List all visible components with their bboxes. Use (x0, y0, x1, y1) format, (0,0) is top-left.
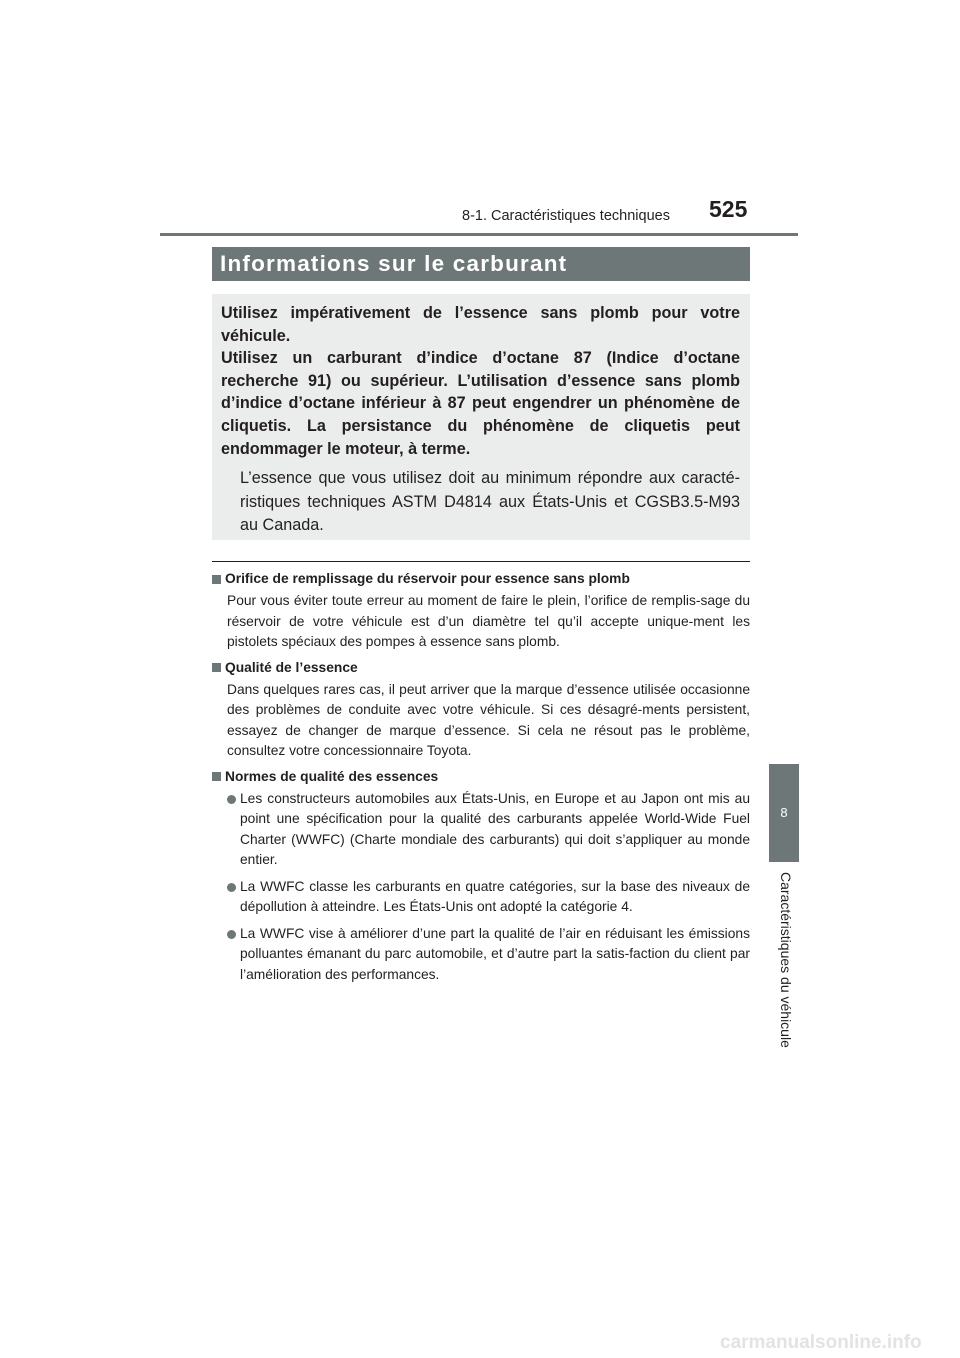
list-item-text: La WWFC classe les carburants en quatre catégories, sur la base des niveaux de dépollution à atteindre. Les États-Unis ont adopté la catégorie 4. (240, 878, 750, 914)
header-rule (160, 233, 798, 236)
section-fuel-standards (212, 768, 750, 986)
list-item (227, 924, 750, 986)
section-heading-text: Orifice de remplissage du réservoir pour essence sans plomb (225, 571, 630, 586)
summary-note: L’essence que vous utilisez doit au minimum répondre aux caracté-ristiques techniques ASTM D4814 aux États-Unis et CGSB3.5-M93 au Canada. (240, 469, 740, 535)
section-heading-text: Normes de qualité des essences (225, 768, 439, 784)
page-title: Informations sur le carburant (212, 247, 750, 281)
section-heading (212, 659, 750, 677)
section-fuel-quality (212, 659, 750, 762)
list-item (227, 877, 750, 918)
summary-box (212, 294, 750, 540)
square-bullet-icon (212, 772, 221, 781)
section-heading-text: Qualité de l’essence (225, 659, 358, 675)
content-area (212, 570, 750, 991)
chapter-tab: 8 (769, 764, 799, 862)
section-body: Pour vous éviter toute erreur au moment de faire le plein, l’orifice de remplis-sage du réservoir de votre véhicule est d’un diamètre tel qu’il accepte unique-ment les pistolets spéciaux des pompes à essence sans plomb. (227, 593, 750, 649)
round-bullet-icon (227, 883, 236, 892)
section-rule (212, 561, 750, 562)
chapter-side-title: Caractéristiques du véhicule (778, 872, 794, 1048)
watermark: carmanualsonline.info (720, 1332, 922, 1353)
header-section-label: 8-1. Caractéristiques techniques (462, 208, 670, 224)
summary-bold-line: Utilisez un carburant d’indice d’octane 87 (Indice d’octane recherche 91) ou supérieur. L’utilisation d’essence sans plomb d’indice d’octane inférieur à 87 peut engendrer un phénomène de cliquetis. La persistance du phénomène de cliquetis peut endommager le moteur, à terme. (221, 349, 740, 458)
section-heading (212, 570, 750, 588)
square-bullet-icon (212, 575, 221, 584)
summary-bold-line: Utilisez impérativement de l’essence sans plomb pour votre véhicule. (221, 304, 740, 345)
list-item-text: La WWFC vise à améliorer d’une part la qualité de l’air en réduisant les émissions polluantes émanant du parc automobile, et d’autre part la satis-faction du client par l’amélioration des performances. (240, 925, 750, 982)
round-bullet-icon (227, 795, 236, 804)
square-bullet-icon (212, 663, 221, 672)
section-fuel-filler (212, 570, 750, 653)
section-heading (212, 768, 750, 786)
list-item-text: Les constructeurs automobiles aux États-Unis, en Europe et au Japon ont mis au point une spécification pour la qualité des carburants appelée World-Wide Fuel Charter (WWFC) (Charte mondiale des carburants) qui doit s’appliquer au monde entier. (240, 790, 750, 867)
round-bullet-icon (227, 930, 236, 939)
list-item (227, 789, 750, 871)
page-number: 525 (709, 196, 748, 222)
section-body: Dans quelques rares cas, il peut arriver que la marque d’essence utilisée occasionne des problèmes de conduite avec votre véhicule. Si ces désagré-ments persistent, essayez de changer de marque d’essence. Si cela ne résout pas le problème, consultez votre concessionnaire Toyota. (227, 681, 750, 758)
